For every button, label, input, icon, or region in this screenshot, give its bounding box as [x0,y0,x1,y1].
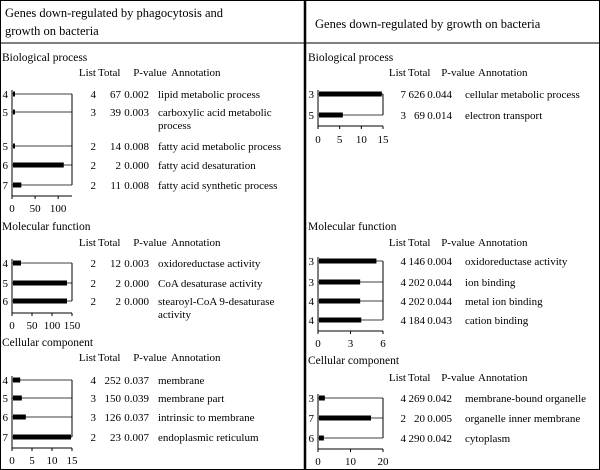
row-total-count: 2 [115,296,121,308]
row-annotation: membrane part [158,393,225,405]
go-level-label: 5 [2,107,8,119]
row-pvalue: 0.000 [124,296,149,308]
row-annotation: fatty acid desaturation [158,160,256,172]
x-axis-tick-label: 100 [43,320,61,332]
row-pvalue: 0.037 [124,412,149,424]
row-total-count: 126 [104,412,121,424]
row-pvalue: 0.044 [427,277,452,289]
row-total-count: 39 [110,107,121,119]
row-list-count: 2 [90,180,96,192]
col-header-list: List [388,237,406,249]
row-annotation: activity [158,309,191,321]
row-total-count: 252 [104,375,121,387]
row-pvalue: 0.044 [427,89,452,101]
row-pvalue: 0.000 [124,160,149,172]
row-pvalue: 0.043 [427,315,452,327]
go-level-label: 6 [2,160,8,172]
col-header-annotation: Annotation [171,237,221,249]
row-list-count: 4 [400,277,406,289]
row-annotation: CoA desaturase activity [158,278,263,290]
row-annotation: fatty acid metabolic process [158,141,282,153]
row-total-count: 20 [414,413,425,425]
row-annotation: intrinsic to membrane [158,412,255,424]
row-list-count: 2 [90,296,96,308]
row-list-count: 4 [90,375,96,387]
col-header-total: Total [408,372,431,384]
row-list-count: 3 [90,107,96,119]
row-list-count: 4 [400,296,406,308]
row-total-count: 626 [408,89,425,101]
x-axis-tick-label: 0 [315,456,321,468]
row-list-count: 2 [90,258,96,270]
x-axis-tick-label: 50 [26,320,38,332]
x-axis-tick-label: 15 [377,134,389,146]
x-axis-tick-label: 0 [9,455,15,467]
go-level-label: 4 [308,296,314,308]
go-level-label: 6 [2,296,8,308]
go-level-label: 3 [308,393,314,405]
x-axis-tick-label: 20 [377,456,389,468]
col-header-list: List [78,352,96,364]
row-annotation: endoplasmic reticulum [158,432,259,444]
row-list-count: 3 [90,393,96,405]
row-total-count: 290 [408,433,425,445]
x-axis-tick-label: 15 [66,455,78,467]
row-total-count: 269 [408,393,425,405]
x-axis-tick-label: 3 [347,338,354,350]
row-list-count: 3 [90,412,96,424]
section-title: Molecular function [2,221,91,233]
x-axis-tick-label: 5 [336,134,343,146]
row-pvalue: 0.042 [427,393,452,405]
row-list-count: 2 [400,413,406,425]
section-title: Biological process [308,52,394,64]
row-pvalue: 0.005 [427,413,452,425]
col-header-pvalue: P-value [133,237,167,249]
row-pvalue: 0.014 [427,110,452,122]
x-axis-tick-label: 6 [380,338,386,350]
x-axis-tick-label: 10 [46,455,58,467]
row-list-count: 2 [90,432,96,444]
col-header-pvalue: P-value [441,237,475,249]
row-annotation: process [158,120,191,132]
row-pvalue: 0.037 [124,375,149,387]
column-header-line: growth on bacteria [5,24,99,38]
x-axis-tick-label: 0 [9,203,15,215]
row-annotation: electron transport [465,110,543,122]
row-pvalue: 0.003 [124,107,149,119]
row-total-count: 69 [414,110,425,122]
col-header-annotation: Annotation [478,237,528,249]
go-level-label: 5 [308,110,314,122]
x-axis-tick-label: 50 [29,203,41,215]
x-axis-tick-label: 10 [355,134,367,146]
x-axis-tick-label: 0 [9,320,15,332]
row-pvalue: 0.007 [124,432,149,444]
col-header-annotation: Annotation [478,67,528,79]
col-header-total: Total [98,352,121,364]
row-annotation: oxidoreductase activity [158,258,261,270]
row-list-count: 2 [90,278,96,290]
row-total-count: 150 [104,393,121,405]
section-title: Cellular component [308,355,400,367]
section-title: Biological process [2,52,88,64]
row-total-count: 14 [110,141,121,153]
go-level-label: 6 [308,433,314,445]
col-header-list: List [388,67,406,79]
row-annotation: organelle inner membrane [465,413,581,425]
column-header-line: Genes down-regulated by growth on bacteria [315,17,541,31]
row-pvalue: 0.042 [427,433,452,445]
col-header-list: List [388,372,406,384]
row-annotation: cellular metabolic process [465,89,580,101]
row-pvalue: 0.003 [124,258,149,270]
row-annotation: carboxylic acid metabolic [158,107,272,119]
col-header-pvalue: P-value [441,372,475,384]
row-pvalue: 0.044 [427,296,452,308]
go-level-label: 7 [2,432,8,444]
go-level-label: 7 [308,413,314,425]
row-pvalue: 0.000 [124,278,149,290]
row-list-count: 4 [90,89,96,101]
col-header-list: List [78,67,96,79]
row-list-count: 7 [400,89,406,101]
row-annotation: cation binding [465,315,529,327]
row-annotation: lipid metabolic process [158,89,261,101]
row-annotation: oxidoreductase activity [465,256,568,268]
row-list-count: 4 [400,393,406,405]
section-title: Cellular component [2,337,94,349]
x-axis-tick-label: 5 [29,455,35,467]
row-list-count: 4 [400,315,406,327]
row-total-count: 12 [110,258,121,270]
row-total-count: 11 [110,180,121,192]
go-level-label: 5 [2,278,8,290]
section-title: Molecular function [308,221,397,233]
row-list-count: 3 [400,110,406,122]
row-annotation: stearoyl-CoA 9-desaturase [158,296,275,308]
row-pvalue: 0.039 [124,393,149,405]
col-header-pvalue: P-value [441,67,475,79]
go-level-label: 5 [2,141,8,153]
row-annotation: membrane [158,375,205,387]
row-pvalue: 0.002 [124,89,149,101]
col-header-pvalue: P-value [133,352,167,364]
row-annotation: fatty acid synthetic process [158,180,278,192]
row-list-count: 2 [90,141,96,153]
row-list-count: 2 [90,160,96,172]
go-level-label: 4 [2,375,8,387]
row-total-count: 23 [110,432,121,444]
row-total-count: 146 [408,256,425,268]
row-annotation: membrane-bound organelle [465,393,587,405]
row-pvalue: 0.004 [427,256,452,268]
x-axis-tick-label: 100 [49,203,67,215]
row-annotation: cytoplasm [465,433,511,445]
go-level-label: 4 [308,315,314,327]
col-header-list: List [78,237,96,249]
x-axis-tick-label: 0 [315,338,321,350]
x-axis-tick-label: 150 [63,320,81,332]
row-total-count: 184 [408,315,425,327]
row-annotation: ion binding [465,277,516,289]
row-pvalue: 0.008 [124,180,149,192]
go-level-label: 3 [308,256,314,268]
col-header-annotation: Annotation [171,67,221,79]
row-list-count: 4 [400,256,406,268]
x-axis-tick-label: 10 [345,456,356,468]
col-header-pvalue: P-value [133,67,167,79]
row-total-count: 202 [408,277,425,289]
row-total-count: 202 [408,296,425,308]
row-list-count: 4 [400,433,406,445]
col-header-total: Total [98,237,121,249]
col-header-annotation: Annotation [171,352,221,364]
x-axis-tick-label: 0 [315,134,321,146]
go-level-label: 5 [2,393,8,405]
go-level-label: 3 [308,277,314,289]
col-header-total: Total [408,237,431,249]
go-level-label: 3 [308,89,314,101]
row-total-count: 2 [115,278,121,290]
col-header-total: Total [98,67,121,79]
col-header-annotation: Annotation [478,372,528,384]
row-total-count: 2 [115,160,121,172]
column-header-line: Genes down-regulated by phagocytosis and [5,6,223,20]
row-annotation: metal ion binding [465,296,543,308]
go-level-label: 6 [2,412,8,424]
go-level-label: 4 [2,258,8,270]
go-level-label: 7 [2,180,8,192]
row-total-count: 67 [110,89,121,101]
row-pvalue: 0.008 [124,141,149,153]
col-header-total: Total [408,67,431,79]
go-level-label: 4 [2,89,8,101]
